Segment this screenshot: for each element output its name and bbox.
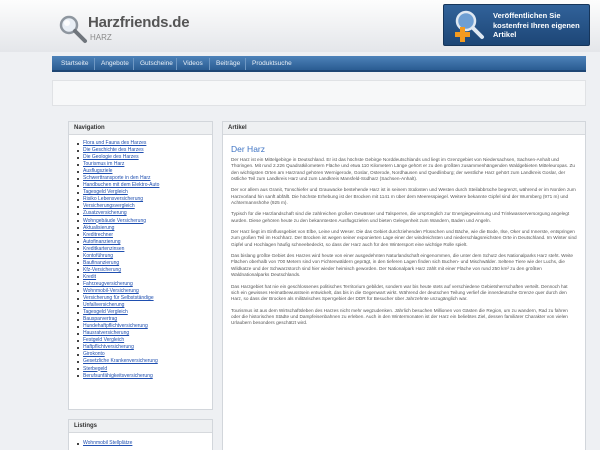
nav-angebote[interactable]: Angebote <box>101 60 129 67</box>
bullet-icon <box>77 192 79 194</box>
bullet-icon <box>77 199 79 201</box>
sidebar-link[interactable]: Unfallversicherung <box>83 302 125 309</box>
bullet-icon <box>77 333 79 335</box>
article-paragraph: Tourismus ist aus dem Wirtschaftsleben des Harzes nicht mehr wegzudenken. Jährlich besuchen Millionen von Gästen die Region, um zu wandern, Rad zu fahren oder die historischen Städte und Dampfeisenbahnen zu erleben. Auch in den Wintermonaten ist der Harz ein beliebtes Ziel, dessen familiärer Charakter von vielen Urlaubern besonders geschätzt wird. <box>231 307 568 326</box>
bullet-icon <box>77 220 79 222</box>
listing-link[interactable] <box>69 433 212 446</box>
bullet-icon <box>77 354 79 356</box>
article-paragraph: Der Harz liegt im Einflussgebiet von Elbe, Leine und Weser. Die das Gebiet durchziehenden Flüsschen und Bäche, wie die Bode, Ilse, Oker und Innerste, entspringen zum großen Teil im Hochharz. Der Brocken ist wegen seiner exponierten Lage einer der windreichsten und niederschlagsreichsten Orte in Deutschland. Im Winter sind Gipfel und Hochlagen häufig schneebedeckt, so dass der Harz auch für den Wintersport eine wichtige Rolle spielt. <box>231 229 577 247</box>
sidebar-link[interactable]: Handbuchen mit dem Elektro-Auto <box>83 182 160 189</box>
sidebar-link-item[interactable] <box>77 260 206 267</box>
article-paragraph: Das bislang größte Gebiet des Harzes wird heute von einer ausgedehnten Naturlandschaft eingenommen, die unter dem Schutz des Nationalparks Harz steht. Weite Flächen oberhalb von 700 Metern sind von Fichtenwäldern geprägt, in den tieferen Lagen finden sich Buchen- und Mischwälder. Seltene Tiere wie der Luchs, die Wildkatze und der Schwarzstorch sind hier wieder heimisch geworden. Der Nationalpark Harz zählt mit einer Fläche von rund 250 km² zu den größten Waldnationalparks Deutschlands. <box>231 253 574 278</box>
listings-box <box>68 419 213 450</box>
sidebar-link[interactable]: Sterbegeld <box>83 365 108 372</box>
nav-gutscheine[interactable]: Gutscheine <box>140 60 173 67</box>
sidebar-link[interactable]: Bausparvertrag <box>83 316 118 323</box>
bullet-icon <box>77 283 79 285</box>
site-subtitle: HARZ <box>90 33 112 42</box>
listings-heading: Listings <box>69 420 212 433</box>
sidebar-link[interactable]: Haftpflichtversicherung <box>83 344 134 351</box>
sidebar-link[interactable]: Hausratversicherung <box>83 330 130 337</box>
bullet-icon <box>77 157 79 159</box>
sidebar-link[interactable]: Wohnmobil-Versicherung <box>83 287 139 294</box>
sidebar-link-item[interactable] <box>77 147 206 154</box>
nav-divider <box>94 58 95 70</box>
nav-divider <box>176 58 177 70</box>
sidebar-link-item[interactable] <box>77 232 206 239</box>
site-title: Harzfriends.de <box>88 14 190 31</box>
bullet-icon <box>77 347 79 349</box>
bullet-icon <box>77 255 79 257</box>
sidebar-link-item[interactable] <box>77 189 206 196</box>
article-body <box>223 135 585 327</box>
article-title: Der Harz <box>231 144 266 154</box>
sidebar-link-item[interactable] <box>77 323 206 330</box>
sidebar-link-item[interactable] <box>77 366 206 373</box>
promo-text: Veröffentlichen Sie kostenfrei Ihren eigenen Artikel <box>493 11 580 39</box>
sidebar-link[interactable]: Versicherung für Selbstständige <box>83 295 154 302</box>
nav-startseite[interactable]: Startseite <box>61 60 89 67</box>
sidebar-link-item[interactable] <box>77 281 206 288</box>
article-paragraph: Typisch für die Harzlandschaft sind die zahlreichen großen Gewässer und Talsperren, die ursprünglich zur Energiegewinnung und Trinkwasserversorgung angelegt wurden. Diese gehören heute zu den bekanntesten Ausflugszielen und bieten Gelegenheit zum Wandern, Baden und Angeln. <box>231 211 570 223</box>
sidebar-link-item[interactable] <box>77 309 206 316</box>
sidebar-heading: Navigation <box>69 122 212 135</box>
bullet-icon <box>77 185 79 187</box>
sidebar-link[interactable]: Gesetzliche Krankenversicherung <box>83 358 158 365</box>
sidebar-link-item[interactable] <box>77 246 206 253</box>
sidebar-link[interactable]: Zusatzversicherung <box>83 210 127 217</box>
sidebar-link-item[interactable] <box>77 218 206 225</box>
sidebar-link-item[interactable] <box>77 274 206 281</box>
bullet-icon <box>77 361 79 363</box>
sidebar-link[interactable]: Fahrzeugversicherung <box>83 280 133 287</box>
site-logo[interactable] <box>58 6 218 50</box>
sidebar-link[interactable]: Baufinanzierung <box>83 259 120 266</box>
article-paragraph: Der Harz ist ein Mittelgebirge in Deutschland. Er ist das höchste Gebirge Norddeutschlands und liegt im Grenzgebiet von Niedersachsen, Sachsen-Anhalt und Thüringen. Mit rund 2.226 Quadratkilometern Fläche und etwa 110 Kilometern Länge gehört er zu den größten zusammenhängenden Waldgebieten Mitteleuropas. Zu den wichtigsten Orten am Harzrand gehören Wernigerode, Goslar, Osterode, Nordhausen und Quedlinburg; der westliche Harz gehört zum Landkreis Goslar, der östliche Teil zum Landkreis Harz und zum Landkreis Mansfeld-Südharz (Sachsen-Anhalt). <box>231 157 575 182</box>
bullet-icon <box>77 326 79 328</box>
bullet-icon <box>77 290 79 292</box>
sidebar-link-item[interactable] <box>77 373 206 380</box>
nav-divider <box>133 58 134 70</box>
main-navigation <box>52 56 586 72</box>
article-paragraph: Der vor allem aus Granit, Tonschiefer und Grauwacke bestehende Harz ist in seinem Südosten und Westen durch Steilabbrüche begrenzt, während er im Norden zum Harzvorland hin sanft abfällt. Die höchste Erhebung ist der Brocken mit 1141 m über dem Meeresspiegel. Weitere bekannte Gipfel sind der Wurmberg (971 m) und Achtermannshöhe (925 m). <box>231 187 576 206</box>
sidebar-link-item[interactable] <box>77 210 206 217</box>
sidebar-navigation <box>68 121 213 410</box>
sidebar-link[interactable]: Kreditkartenzinsen <box>83 245 125 252</box>
bullet-icon <box>77 178 79 180</box>
sidebar-link-item[interactable] <box>77 225 206 232</box>
magnifier-plus-icon <box>452 9 490 45</box>
sidebar-link[interactable]: Risiko Lebensversicherung <box>83 196 144 203</box>
sidebar-link[interactable]: Tourismus im Harz <box>83 161 125 168</box>
sidebar-link-item[interactable] <box>77 140 206 147</box>
bullet-icon <box>77 269 79 271</box>
publish-article-banner[interactable] <box>443 4 590 46</box>
sidebar-link-item[interactable] <box>77 351 206 358</box>
bullet-icon <box>77 305 79 307</box>
site-header <box>0 0 600 52</box>
sidebar-link[interactable]: Die Geologie des Harzes <box>83 154 139 161</box>
bullet-icon <box>77 248 79 250</box>
sidebar-link[interactable]: Tagesgeld Vergleich <box>83 309 128 316</box>
sidebar-link-item[interactable] <box>77 161 206 168</box>
bullet-icon <box>77 262 79 264</box>
bullet-icon <box>77 206 79 208</box>
nav-produktsuche[interactable]: Produktsuche <box>252 60 292 67</box>
sidebar-link-item[interactable] <box>77 358 206 365</box>
sidebar-link-item[interactable] <box>77 196 206 203</box>
sidebar-link[interactable]: Kfz-Versicherung <box>83 266 122 273</box>
article-box <box>222 121 586 450</box>
sidebar-link-item[interactable] <box>77 154 206 161</box>
sidebar-link[interactable]: Berufsunfähigkeitsversicherung <box>83 372 153 379</box>
sidebar-link-item[interactable] <box>77 175 206 182</box>
bullet-icon <box>77 312 79 314</box>
sidebar-link[interactable]: Aktualisierung <box>83 224 115 231</box>
bullet-icon <box>77 164 79 166</box>
sidebar-link[interactable]: Die Geschichte des Harzes <box>83 147 144 154</box>
sidebar-link-item[interactable] <box>77 337 206 344</box>
bullet-icon <box>77 340 79 342</box>
nav-beitraege[interactable]: Beiträge <box>216 60 241 67</box>
sidebar-link-item[interactable] <box>77 302 206 309</box>
bullet-icon <box>77 213 79 215</box>
sidebar-link-item[interactable] <box>77 168 206 175</box>
sidebar-link[interactable]: Ausflugsziele <box>83 168 113 175</box>
bullet-icon <box>77 171 79 173</box>
bullet-icon <box>77 319 79 321</box>
nav-divider <box>245 58 246 70</box>
sidebar-link[interactable]: Hundehaftpflichtversicherung <box>83 323 148 330</box>
sidebar-link-list <box>69 135 212 380</box>
sidebar-link[interactable]: Tagesgeld Vergleich <box>83 189 128 196</box>
sidebar-link[interactable]: Wohngebäude Versicherung <box>83 217 147 224</box>
sidebar-link-item[interactable] <box>77 182 206 189</box>
sidebar-link[interactable]: Versicherungsvergleich <box>83 203 135 210</box>
sidebar-link-item[interactable] <box>77 330 206 337</box>
article-paragraph: Das Harzgebiet hat nie ein geschlossenes politisches Territorium gebildet, sondern war bis heute stets auf verschiedene Gebietsherrschaften verteilt. Dennoch hat sich ein gewisses Heimatbewusstsein entwickelt, das bis in die Gegenwart wirkt. Während der deutschen Teilung verlief die innerdeutsche Grenze quer durch den Harz, so dass der Brocken als militärisches Sperrgebiet der DDR für Besucher über Jahrzehnte unzugänglich war. <box>231 283 568 302</box>
nav-divider <box>209 58 210 70</box>
bullet-icon <box>77 443 79 445</box>
sidebar-link-item[interactable] <box>77 267 206 274</box>
sidebar-link[interactable]: Kontoführung <box>83 252 114 259</box>
sidebar-link[interactable]: Schwerttransporte in den Harz <box>83 175 151 182</box>
sidebar-link-item[interactable] <box>77 295 206 302</box>
content-top-band <box>52 80 586 106</box>
sidebar-link-item[interactable] <box>77 344 206 351</box>
nav-videos[interactable]: Videos <box>183 60 203 67</box>
magnifier-logo-icon <box>58 14 88 44</box>
sidebar-link-item[interactable] <box>77 203 206 210</box>
bullet-icon <box>77 375 79 377</box>
sidebar-link-item[interactable] <box>77 288 206 295</box>
sidebar-link[interactable]: Girokonto <box>83 351 105 358</box>
bullet-icon <box>77 298 79 300</box>
sidebar-link-item[interactable] <box>77 316 206 323</box>
sidebar-link[interactable]: Kredit <box>83 273 97 280</box>
sidebar-link-item[interactable] <box>77 239 206 246</box>
bullet-icon <box>77 227 79 229</box>
listing-link-label: Wohnmobil Stellplätze <box>83 440 133 446</box>
bullet-icon <box>77 143 79 145</box>
sidebar-link[interactable]: Autofinanzierung <box>83 238 121 245</box>
bullet-icon <box>77 150 79 152</box>
sidebar-link[interactable]: Kreditrechner <box>83 231 114 238</box>
bullet-icon <box>77 368 79 370</box>
sidebar-link-item[interactable] <box>77 253 206 260</box>
article-heading: Artikel <box>223 122 585 135</box>
bullet-icon <box>77 234 79 236</box>
sidebar-link[interactable]: Flora und Fauna des Harzes <box>83 140 147 146</box>
bullet-icon <box>77 276 79 278</box>
bullet-icon <box>77 241 79 243</box>
sidebar-link[interactable]: Festgeld Vergleich <box>83 337 125 344</box>
